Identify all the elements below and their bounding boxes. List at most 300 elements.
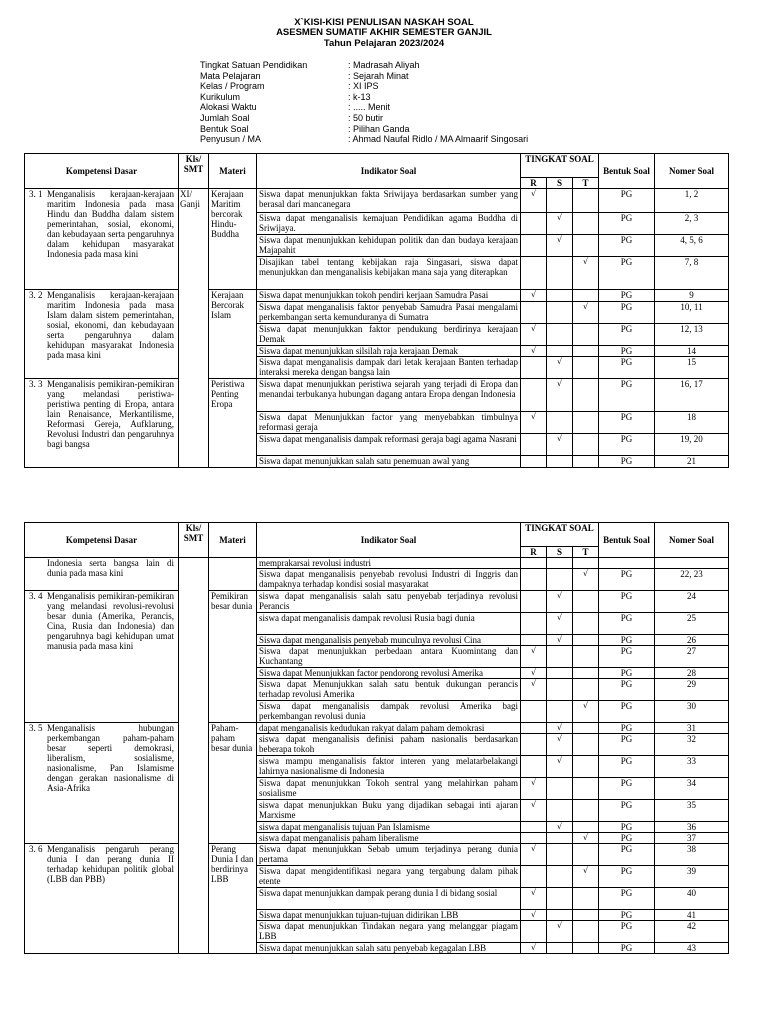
kompetensi-dasar-cell [25, 591, 179, 723]
nomer-soal-cell: 28 [655, 668, 729, 679]
indikator-cell: Siswa dapat menunjukkan tokoh pendiri kerjaan Samudra Pasai [257, 290, 521, 302]
kd-number: 3. 4 [29, 591, 43, 601]
level-r-cell [521, 379, 547, 412]
level-t-cell [573, 290, 599, 302]
nomer-soal-cell: 39 [655, 866, 729, 888]
kisi-table-page-2 [24, 522, 729, 954]
info-row: Bentuk Soal : Pilihan Ganda [200, 123, 410, 134]
level-t-cell [573, 679, 599, 701]
indikator-cell: Siswa dapat menganalisis dampak reformasi geraja bagi agama Nasrani [257, 434, 521, 456]
nomer-soal-cell: 18 [655, 412, 729, 434]
level-s-cell [547, 257, 573, 290]
header-kompetensi-dasar: Kompetensi Dasar [25, 523, 179, 558]
level-r-cell [521, 290, 547, 302]
kisi-table-page-1 [24, 153, 729, 468]
kd-text: Menganalisis pengaruh perang dunia I dan perang dunia II terhadap kehidupan politik global (LBB dan PBB) [47, 844, 174, 884]
bentuk-soal-cell: PG [599, 257, 655, 290]
level-s-cell [547, 235, 573, 257]
materi-cell: Pemikiran besar dunia [209, 591, 257, 723]
level-s-cell [547, 910, 573, 921]
level-r-cell [521, 646, 547, 668]
level-s-cell [547, 569, 573, 591]
bentuk-soal-cell: PG [599, 235, 655, 257]
kompetensi-dasar-cell [25, 290, 179, 379]
kd-text: Menganalisis pemikiran-pemikiran yang melandasi revolusi-revolusi besar dunia (Amerika, Perancis, Cina, Rusia dan Indonesia) dan pengaruhnya bagi kehidupan umat manusia pada masa kini [47, 591, 174, 651]
level-s-cell [547, 558, 573, 569]
indikator-cell: siswa dapat menganalisis tujuan Pan Islamisme [257, 822, 521, 833]
header-nomer-soal: Nomer Soal [655, 154, 729, 189]
check-mark-icon: √ [582, 302, 589, 311]
indikator-cell: Siswa dapat menganalisis dampak revolusi Amerika bagi perkembangan revolusi dunia [257, 701, 521, 723]
level-r-cell [521, 778, 547, 800]
nomer-soal-cell: 26 [655, 635, 729, 646]
materi-cell: Perang Dunia I dan berdirinya LBB [209, 844, 257, 954]
indikator-cell: siswa mampu menganalisis faktor interen yang melatarbelakangi lahirnya nasionalisme di Indonesia [257, 756, 521, 778]
kd-text: Menganalisis kerajaan-kerajaan maritim Indonesia pada masa Hindu dan Buddha dalam sistem pemerintahan, sosial, ekonomi, dan kebudayaan serta pengaruhnya dalam kehidupan masyarakat Indonesia pada masa kini [47, 189, 174, 259]
level-s-cell [547, 290, 573, 302]
level-t-cell [573, 734, 599, 756]
nomer-soal-cell [655, 558, 729, 569]
bentuk-soal-cell: PG [599, 844, 655, 866]
nomer-soal-cell: 1, 2 [655, 189, 729, 213]
level-r-cell [521, 943, 547, 954]
level-t-cell [573, 756, 599, 778]
check-mark-icon: √ [530, 888, 537, 897]
bentuk-soal-cell: PG [599, 822, 655, 833]
level-s-cell [547, 434, 573, 456]
bentuk-soal-cell: PG [599, 778, 655, 800]
header-kompetensi-dasar: Kompetensi Dasar [25, 154, 179, 189]
doc-year: Tahun Pelajaran 2023/2024 [323, 38, 445, 49]
level-r-cell [521, 921, 547, 943]
nomer-soal-cell: 38 [655, 844, 729, 866]
indikator-cell: Siswa dapat menganalisis penyebab revolusi Industri di Inggris dan dampaknya terhadap kondisi sosial masyarakat [257, 569, 521, 591]
header-materi: Materi [209, 154, 257, 189]
nomer-soal-cell: 32 [655, 734, 729, 756]
check-mark-icon: √ [530, 346, 537, 355]
level-s-cell [547, 800, 573, 822]
kompetensi-dasar-cell [25, 558, 179, 591]
kd-number: 3. 3 [29, 379, 43, 389]
level-r-cell [521, 668, 547, 679]
table-row [25, 591, 729, 613]
check-mark-icon: √ [556, 635, 563, 644]
level-s-cell [547, 213, 573, 235]
level-t-cell [573, 558, 599, 569]
nomer-soal-cell: 19, 20 [655, 434, 729, 456]
nomer-soal-cell: 43 [655, 943, 729, 954]
check-mark-icon: √ [556, 613, 563, 622]
indikator-cell: Siswa dapat Menunjukkan factor yang menyebabkan timbulnya reformasi geraja [257, 412, 521, 434]
bentuk-soal-cell: PG [599, 701, 655, 723]
info-row: Jumlah Soal : 50 butir [200, 112, 384, 123]
level-t-cell [573, 943, 599, 954]
nomer-soal-cell: 37 [655, 833, 729, 844]
level-t-cell [573, 357, 599, 379]
level-r-cell [521, 456, 547, 468]
check-mark-icon: √ [556, 591, 563, 600]
materi-cell: Paham-paham besar dunia [209, 723, 257, 844]
check-mark-icon: √ [556, 235, 563, 244]
check-mark-icon: √ [530, 778, 537, 787]
level-s-cell [547, 756, 573, 778]
indikator-cell: Siswa dapat menunjukkan peristiwa sejarah yang terjadi di Eropa dan menandai terbukanya hubungan dagang antara Eropa dengan Indonesia [257, 379, 521, 412]
info-row: Penyusun / MA : Ahmad Naufal Ridlo / MA Almaarif Singosari [200, 134, 529, 145]
bentuk-soal-cell: PG [599, 679, 655, 701]
kls-smt-value: XI/ Ganji [180, 189, 200, 209]
level-s-cell [547, 778, 573, 800]
level-r-cell [521, 235, 547, 257]
header-tingkat-soal: TINGKAT SOAL [521, 154, 599, 178]
nomer-soal-cell: 12, 13 [655, 324, 729, 346]
header-level-s: S [547, 547, 573, 558]
kls-smt-cell [179, 189, 209, 468]
level-t-cell [573, 635, 599, 646]
check-mark-icon: √ [530, 646, 537, 655]
bentuk-soal-cell [599, 558, 655, 569]
bentuk-soal-cell: PG [599, 734, 655, 756]
level-t-cell [573, 866, 599, 888]
level-r-cell [521, 756, 547, 778]
indikator-cell: siswa dapat menganalisis paham liberalisme [257, 833, 521, 844]
level-r-cell [521, 723, 547, 734]
level-s-cell [547, 833, 573, 844]
check-mark-icon: √ [582, 701, 589, 710]
nomer-soal-cell: 21 [655, 456, 729, 468]
bentuk-soal-cell: PG [599, 635, 655, 646]
check-mark-icon: √ [582, 257, 589, 266]
nomer-soal-cell: 24 [655, 591, 729, 613]
nomer-soal-cell: 42 [655, 921, 729, 943]
level-r-cell [521, 833, 547, 844]
kls-smt-cell [179, 558, 209, 954]
table-row [25, 379, 729, 412]
level-r-cell [521, 635, 547, 646]
bentuk-soal-cell: PG [599, 302, 655, 324]
bentuk-soal-cell: PG [599, 357, 655, 379]
indikator-cell: Siswa dapat menganalisis penyebab munculnya revolusi Cina [257, 635, 521, 646]
level-r-cell [521, 910, 547, 921]
kd-number [27, 558, 47, 578]
level-t-cell [573, 235, 599, 257]
bentuk-soal-cell: PG [599, 290, 655, 302]
info-row: Alokasi Waktu : ..... Menit [200, 102, 391, 113]
kd-text: Menganalisis hubungan perkembangan paham-paham besar seperti demokrasi, liberalism, sosialisme, nasionalisme, Pan Islamisme dengan gerakan nasionalisme di Asia-Afrika [47, 723, 174, 793]
level-s-cell [547, 613, 573, 635]
level-r-cell [521, 613, 547, 635]
bentuk-soal-cell: PG [599, 324, 655, 346]
bentuk-soal-cell: PG [599, 456, 655, 468]
bentuk-soal-cell: PG [599, 668, 655, 679]
bentuk-soal-cell: PG [599, 213, 655, 235]
level-s-cell [547, 189, 573, 213]
level-r-cell [521, 302, 547, 324]
level-s-cell [547, 679, 573, 701]
indikator-cell: siswa dapat menunjukkan Buku yang dijadikan sebagai inti ajaran Marxisme [257, 800, 521, 822]
level-r-cell [521, 591, 547, 613]
nomer-soal-cell: 22, 23 [655, 569, 729, 591]
bentuk-soal-cell: PG [599, 756, 655, 778]
level-t-cell [573, 257, 599, 290]
header-level-t: T [573, 178, 599, 189]
level-t-cell [573, 701, 599, 723]
info-block [200, 60, 528, 145]
bentuk-soal-cell: PG [599, 434, 655, 456]
materi-cell: Kerajaan Bercorak Islam [209, 290, 257, 379]
level-s-cell [547, 734, 573, 756]
check-mark-icon: √ [556, 921, 563, 930]
table-row [25, 558, 729, 569]
check-mark-icon: √ [530, 668, 537, 677]
header-bentuk-soal: Bentuk Soal [599, 154, 655, 189]
indikator-cell: Siswa dapat menganalisis faktor penyebab Samudra Pasai mengalami perkembangan serta kemunduranya di Sumatra [257, 302, 521, 324]
nomer-soal-cell: 2, 3 [655, 213, 729, 235]
level-r-cell [521, 189, 547, 213]
level-s-cell [547, 456, 573, 468]
nomer-soal-cell: 40 [655, 888, 729, 910]
materi-cell: Kerajaan Maritim bercorak Hindu-Buddha [209, 189, 257, 290]
level-r-cell [521, 434, 547, 456]
nomer-soal-cell: 34 [655, 778, 729, 800]
level-t-cell [573, 778, 599, 800]
level-r-cell [521, 800, 547, 822]
level-s-cell [547, 668, 573, 679]
materi-cell: Peristiwa Penting Eropa [209, 379, 257, 468]
check-mark-icon: √ [530, 324, 537, 333]
bentuk-soal-cell: PG [599, 910, 655, 921]
info-row: Tingkat Satuan Pendidikan : Madrasah Aliyah [200, 60, 420, 70]
level-r-cell [521, 701, 547, 723]
header-materi: Materi [209, 523, 257, 558]
table-row [25, 290, 729, 302]
level-r-cell [521, 257, 547, 290]
check-mark-icon: √ [582, 833, 589, 842]
materi-cell [209, 558, 257, 591]
level-t-cell [573, 189, 599, 213]
bentuk-soal-cell: PG [599, 591, 655, 613]
level-s-cell [547, 701, 573, 723]
level-t-cell [573, 346, 599, 357]
nomer-soal-cell: 36 [655, 822, 729, 833]
nomer-soal-cell: 30 [655, 701, 729, 723]
bentuk-soal-cell: PG [599, 646, 655, 668]
kompetensi-dasar-cell [25, 723, 179, 844]
level-t-cell [573, 910, 599, 921]
kd-number: 3. 6 [29, 844, 43, 854]
bentuk-soal-cell: PG [599, 866, 655, 888]
kd-text: Menganalisis pemikiran-pemikiran yang melandasi peristiwa-peristiwa penting di Eropa, antara lain Renaisance, Merkantilisme, Reformasi Gereja, Aufklarung, Revolusi Industri dan pengaruhnya bagi bangsa [47, 379, 174, 449]
check-mark-icon: √ [530, 412, 537, 421]
kompetensi-dasar-cell [25, 379, 179, 468]
check-mark-icon: √ [530, 943, 537, 952]
indikator-cell: Disajikan tabel tentang kebijakan raja Singasari, siswa dapat menunjukkan dan menganalisis kebijakan mana saja yang diterapkan [257, 257, 521, 290]
kd-number: 3. 2 [29, 290, 43, 300]
kd-text: Menganalisis kerajaan-kerajaan maritim Indonesia pada masa Islam dalam sistem pemerintahan, sosial, ekonomi, dan kebudayaan serta pengaruhnya dalam kehidupan masyarakat Indonesia pada masa kini [47, 290, 174, 360]
level-t-cell [573, 646, 599, 668]
level-t-cell [573, 668, 599, 679]
header-bentuk-soal: Bentuk Soal [599, 523, 655, 558]
level-t-cell [573, 213, 599, 235]
level-t-cell [573, 412, 599, 434]
level-s-cell [547, 302, 573, 324]
level-r-cell [521, 412, 547, 434]
level-s-cell [547, 357, 573, 379]
check-mark-icon: √ [556, 822, 563, 831]
level-s-cell [547, 866, 573, 888]
indikator-cell: Siswa dapat menganalisis dampak dari letak kerajaan Banten terhadap interaksi mereka dengan bangsa lain [257, 357, 521, 379]
table-row [25, 723, 729, 734]
level-t-cell [573, 302, 599, 324]
bentuk-soal-cell: PG [599, 800, 655, 822]
level-s-cell [547, 822, 573, 833]
level-t-cell [573, 723, 599, 734]
indikator-cell: Siswa dapat menunjukkan salah satu penemuan awal yang [257, 456, 521, 468]
level-t-cell [573, 844, 599, 866]
level-s-cell [547, 591, 573, 613]
header-level-t: T [573, 547, 599, 558]
level-t-cell [573, 800, 599, 822]
nomer-soal-cell: 4, 5, 6 [655, 235, 729, 257]
indikator-cell: Siswa dapat menunjukkan perbedaan antara Kuomintang dan Kuchantang [257, 646, 521, 668]
level-r-cell [521, 844, 547, 866]
bentuk-soal-cell: PG [599, 723, 655, 734]
check-mark-icon: √ [556, 723, 563, 732]
info-row: Mata Pelajaran : Sejarah Minat [200, 70, 409, 81]
indikator-cell: Siswa dapat menunjukkan salah satu penyebab kegagalan LBB [257, 943, 521, 954]
header-tingkat-soal: TINGKAT SOAL [521, 523, 599, 547]
level-s-cell [547, 943, 573, 954]
indikator-cell: Siswa dapat menunjukkan fakta Sriwijaya berdasarkan sumber yang berasal dari mancanegara [257, 189, 521, 213]
header-nomer-soal: Nomer Soal [655, 523, 729, 558]
header-indikator-soal: Indikator Soal [257, 523, 521, 558]
nomer-soal-cell: 10, 11 [655, 302, 729, 324]
level-r-cell [521, 679, 547, 701]
level-t-cell [573, 434, 599, 456]
level-t-cell [573, 921, 599, 943]
kd-number: 3. 1 [29, 189, 43, 199]
level-r-cell [521, 888, 547, 910]
nomer-soal-cell: 41 [655, 910, 729, 921]
level-t-cell [573, 591, 599, 613]
check-mark-icon: √ [556, 213, 563, 222]
level-s-cell [547, 921, 573, 943]
check-mark-icon: √ [530, 189, 537, 198]
header-level-r: R [521, 178, 547, 189]
level-r-cell [521, 734, 547, 756]
level-r-cell [521, 324, 547, 346]
indikator-cell: Siswa dapat menunjukkan tujuan-tujuan didirikan LBB [257, 910, 521, 921]
header-level-s: S [547, 178, 573, 189]
check-mark-icon: √ [556, 756, 563, 765]
level-s-cell [547, 324, 573, 346]
indikator-cell: Siswa dapat menunjukkan faktor pendukung berdirinya kerajaan Demak [257, 324, 521, 346]
check-mark-icon: √ [530, 290, 537, 299]
indikator-cell: memprakarsai revolusi industri [257, 558, 521, 569]
level-t-cell [573, 456, 599, 468]
bentuk-soal-cell: PG [599, 613, 655, 635]
level-r-cell [521, 558, 547, 569]
kompetensi-dasar-cell [25, 189, 179, 290]
level-t-cell [573, 379, 599, 412]
indikator-cell: dapat menganalisis kedudukan rakyat dalam paham demokrasi [257, 723, 521, 734]
check-mark-icon: √ [582, 569, 589, 578]
check-mark-icon: √ [530, 679, 537, 688]
level-r-cell [521, 213, 547, 235]
check-mark-icon: √ [530, 800, 537, 809]
nomer-soal-cell: 15 [655, 357, 729, 379]
doc-subtitle: ASESMEN SUMATIF AKHIR SEMESTER GANJIL [276, 27, 492, 38]
check-mark-icon: √ [530, 910, 537, 919]
level-r-cell [521, 822, 547, 833]
indikator-cell: Siswa dapat menganalisis kemajuan Pendidikan agama Buddha di Sriwijaya. [257, 213, 521, 235]
check-mark-icon: √ [556, 434, 563, 443]
bentuk-soal-cell: PG [599, 189, 655, 213]
indikator-cell: Siswa dapat menunjukkan Tokoh sentral yang melahirkan paham sosialisme [257, 778, 521, 800]
nomer-soal-cell: 27 [655, 646, 729, 668]
level-r-cell [521, 346, 547, 357]
indikator-cell: siswa dapat menganalisis definisi paham nasionalis berdasarkan beberapa tokoh [257, 734, 521, 756]
indikator-cell: Siswa dapat mengidentifikasi negara yang tergabung dalam pihak etente [257, 866, 521, 888]
check-mark-icon: √ [556, 357, 563, 366]
nomer-soal-cell: 9 [655, 290, 729, 302]
level-t-cell [573, 569, 599, 591]
bentuk-soal-cell: PG [599, 569, 655, 591]
indikator-cell: Siswa dapat Menunjukkan factor pendorong revolusi Amerika [257, 668, 521, 679]
indikator-cell: Siswa dapat Menunjukkan salah satu bentuk dukungan perancis terhadap revolusi Amerika [257, 679, 521, 701]
level-r-cell [521, 569, 547, 591]
nomer-soal-cell: 14 [655, 346, 729, 357]
doc-title: X`KISI-KISI PENULISAN NASKAH SOAL [294, 17, 474, 28]
level-t-cell [573, 888, 599, 910]
level-s-cell [547, 646, 573, 668]
nomer-soal-cell: 29 [655, 679, 729, 701]
indikator-cell: siswa dapat menganalisis salah satu penyebab terjadinya revolusi Perancis [257, 591, 521, 613]
level-s-cell [547, 844, 573, 866]
bentuk-soal-cell: PG [599, 412, 655, 434]
check-mark-icon: √ [582, 866, 589, 875]
indikator-cell: Siswa dapat menunjukkan silsilah raja kerajaan Demak [257, 346, 521, 357]
level-t-cell [573, 822, 599, 833]
header-kls-smt: Kls/ SMT [179, 523, 209, 558]
bentuk-soal-cell: PG [599, 921, 655, 943]
info-row: Kelas / Program : XI IPS [200, 81, 379, 92]
bentuk-soal-cell: PG [599, 943, 655, 954]
bentuk-soal-cell: PG [599, 379, 655, 412]
check-mark-icon: √ [556, 379, 563, 388]
nomer-soal-cell: 25 [655, 613, 729, 635]
kd-text: Indonesia serta bangsa lain di dunia pada masa kini [47, 558, 174, 578]
header-kls-smt: Kls/ SMT [179, 154, 209, 189]
level-s-cell [547, 379, 573, 412]
info-row: Kurikulum : k-13 [200, 91, 371, 102]
level-s-cell [547, 346, 573, 357]
level-s-cell [547, 888, 573, 910]
level-s-cell [547, 635, 573, 646]
header-indikator-soal: Indikator Soal [257, 154, 521, 189]
table-row [25, 189, 729, 213]
level-r-cell [521, 357, 547, 379]
indikator-cell: Siswa dapat menunjukkan Tindakan negara yang melanggar piagam LBB [257, 921, 521, 943]
nomer-soal-cell: 7, 8 [655, 257, 729, 290]
level-t-cell [573, 613, 599, 635]
level-s-cell [547, 723, 573, 734]
level-t-cell [573, 833, 599, 844]
header-level-r: R [521, 547, 547, 558]
indikator-cell: Siswa dapat menunjukkan Sebab umum terjadinya perang dunia pertama [257, 844, 521, 866]
level-r-cell [521, 866, 547, 888]
check-mark-icon: √ [530, 844, 537, 853]
nomer-soal-cell: 35 [655, 800, 729, 822]
